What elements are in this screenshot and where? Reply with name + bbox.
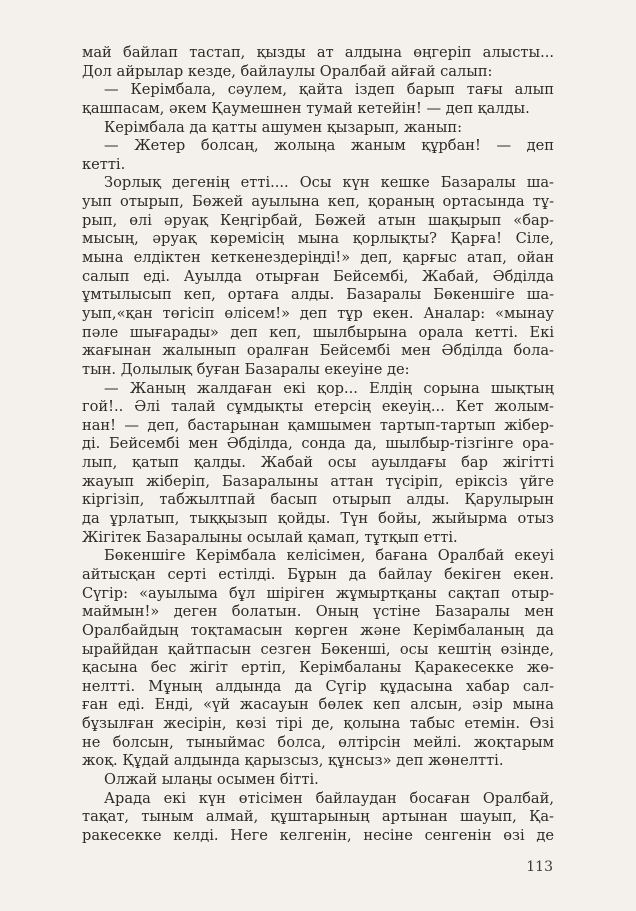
text-line: кетті.: [82, 155, 126, 173]
text-line: лып, қатып қалды. Жабай осы ауылдағы бар жігітті: [82, 454, 554, 472]
text-line: Олжай ылаңы осымен бітті.: [104, 770, 319, 788]
text-line: нан! — деп, бастарынан қамшымен тартып-тартып жібер-: [82, 416, 554, 434]
text-line: Керімбала да қатты ашумен қызарып, жанып:: [104, 118, 463, 136]
body-text: [82, 44, 554, 846]
text-line: жауып жіберіп, Базаралыны аттан түсіріп, еріксіз үйге: [82, 472, 554, 490]
text-line: мына елдіктен кеткенездеріңді!» деп, қарғыс атап, ойан: [82, 249, 554, 267]
text-line: уып,«қан төгісіп өлісем!» деп тұр екен. Аналар: «мынау: [82, 304, 554, 322]
text-line: салып еді. Ауылда отырған Бейсембі, Жабай, Әбділда: [82, 267, 554, 285]
text-line: — Жаның жалдаған екі қор... Елдің сорына шықтың: [104, 379, 554, 397]
text-line: тақат, тыным алмай, құштарының артынан шауып, Қа-: [82, 808, 554, 826]
text-line: Оралбайдың тоқтамасын көрген және Керімбаланың да: [82, 621, 554, 639]
text-line: — Жетер болсаң, жолыңа жаным құрбан! — деп: [104, 137, 554, 155]
text-line: ді. Бейсембі мен Әбділда, сонда да, шылбыр-тізгінге ора-: [82, 435, 554, 453]
text-line: нелтті. Мұның алдында да Сүгір құдасына хабар сал-: [82, 677, 554, 695]
text-line: Зорлық дегенің етті.... Осы күн кешке Базаралы ша-: [104, 174, 554, 192]
text-line: жоқ. Құдай алдында қарызсыз, құнсыз» деп жөнелтті.: [82, 752, 504, 770]
text-line: мысың, әруақ көремісің мына қорлықты? Қарға! Сіле,: [82, 230, 554, 248]
text-line: гой!.. Әлі талай сұмдықты етерсің екеуің... Кет жолым-: [82, 398, 554, 416]
text-line: — Керімбала, сәулем, қайта іздеп барып тағы алып: [104, 81, 554, 99]
text-line: Арада екі күн өтісімен байлаудан босаған Оралбай,: [104, 789, 554, 807]
text-line: ракесекке келді. Неге келгенін, несіне сенгенін өзі де: [82, 826, 554, 844]
text-line: қашпасам, әкем Қаумешнен тумай кетейін! — деп қалды.: [82, 99, 530, 117]
text-line: Дол айрылар кезде, байлаулы Оралбай айғай салып:: [82, 62, 493, 80]
text-line: бұзылған жесірін, көзі тірі де, қолына табыс етемін. Өзі: [82, 715, 554, 733]
text-line: айтысқан серті естілді. Бұрын да байлау бекіген екен.: [82, 565, 554, 583]
text-line: рып, өлі әруақ Кеңгірбай, Бөжей атын шақырып «бар-: [82, 211, 554, 229]
text-line: ыраййдан қайтпасын сезген Бөкенші, осы кештің өзінде,: [82, 640, 554, 658]
text-line: Жігітек Базаралыны осылай қамап, тұтқып етті.: [82, 528, 458, 546]
text-line: пәле шығарады» деп кеп, шылбырына орала кетті. Екі: [82, 323, 554, 341]
text-line: не болсын, тыныймас болса, өлтірсін мейлі. жоқтарым: [82, 733, 554, 751]
text-line: қасына бес жігіт ертіп, Керімбаланы Қаракесекке жө-: [82, 659, 554, 677]
text-line: кіргізіп, табжылтпай басып отырып алды. Қарулырын: [82, 491, 554, 509]
page-number: 113: [526, 859, 553, 875]
text-line: жағынан жалынып оралған Бейсембі мен Әбділда бола-: [82, 342, 554, 360]
text-line: Сүгір: «ауылыма бұл шіріген жұмыртқаны сақтап отыр-: [82, 584, 554, 602]
text-line: маймын!» деген болатын. Оның үстіне Базаралы мен: [82, 603, 554, 621]
text-line: тын. Долылық буған Базаралы екеуіне де:: [82, 360, 410, 378]
text-line: уып отырып, Бөжей ауылына кеп, қораның ортасында тұ-: [82, 193, 554, 211]
text-line: Бөкеншіге Керімбала келісімен, бағана Оралбай екеуі: [104, 547, 554, 565]
text-line: ұмтылысып кеп, ортаға алды. Базаралы Бөкеншіге ша-: [82, 286, 554, 304]
text-line: да ұрлатып, тыққызып қойды. Түн бойы, жыйырма отыз: [82, 510, 554, 528]
text-line: ған еді. Енді, «үй жасауын бөлек кеп алсын, әзір мына: [82, 696, 554, 714]
text-line: май байлап тастап, қызды ат алдына өңгеріп алысты...: [82, 44, 554, 61]
